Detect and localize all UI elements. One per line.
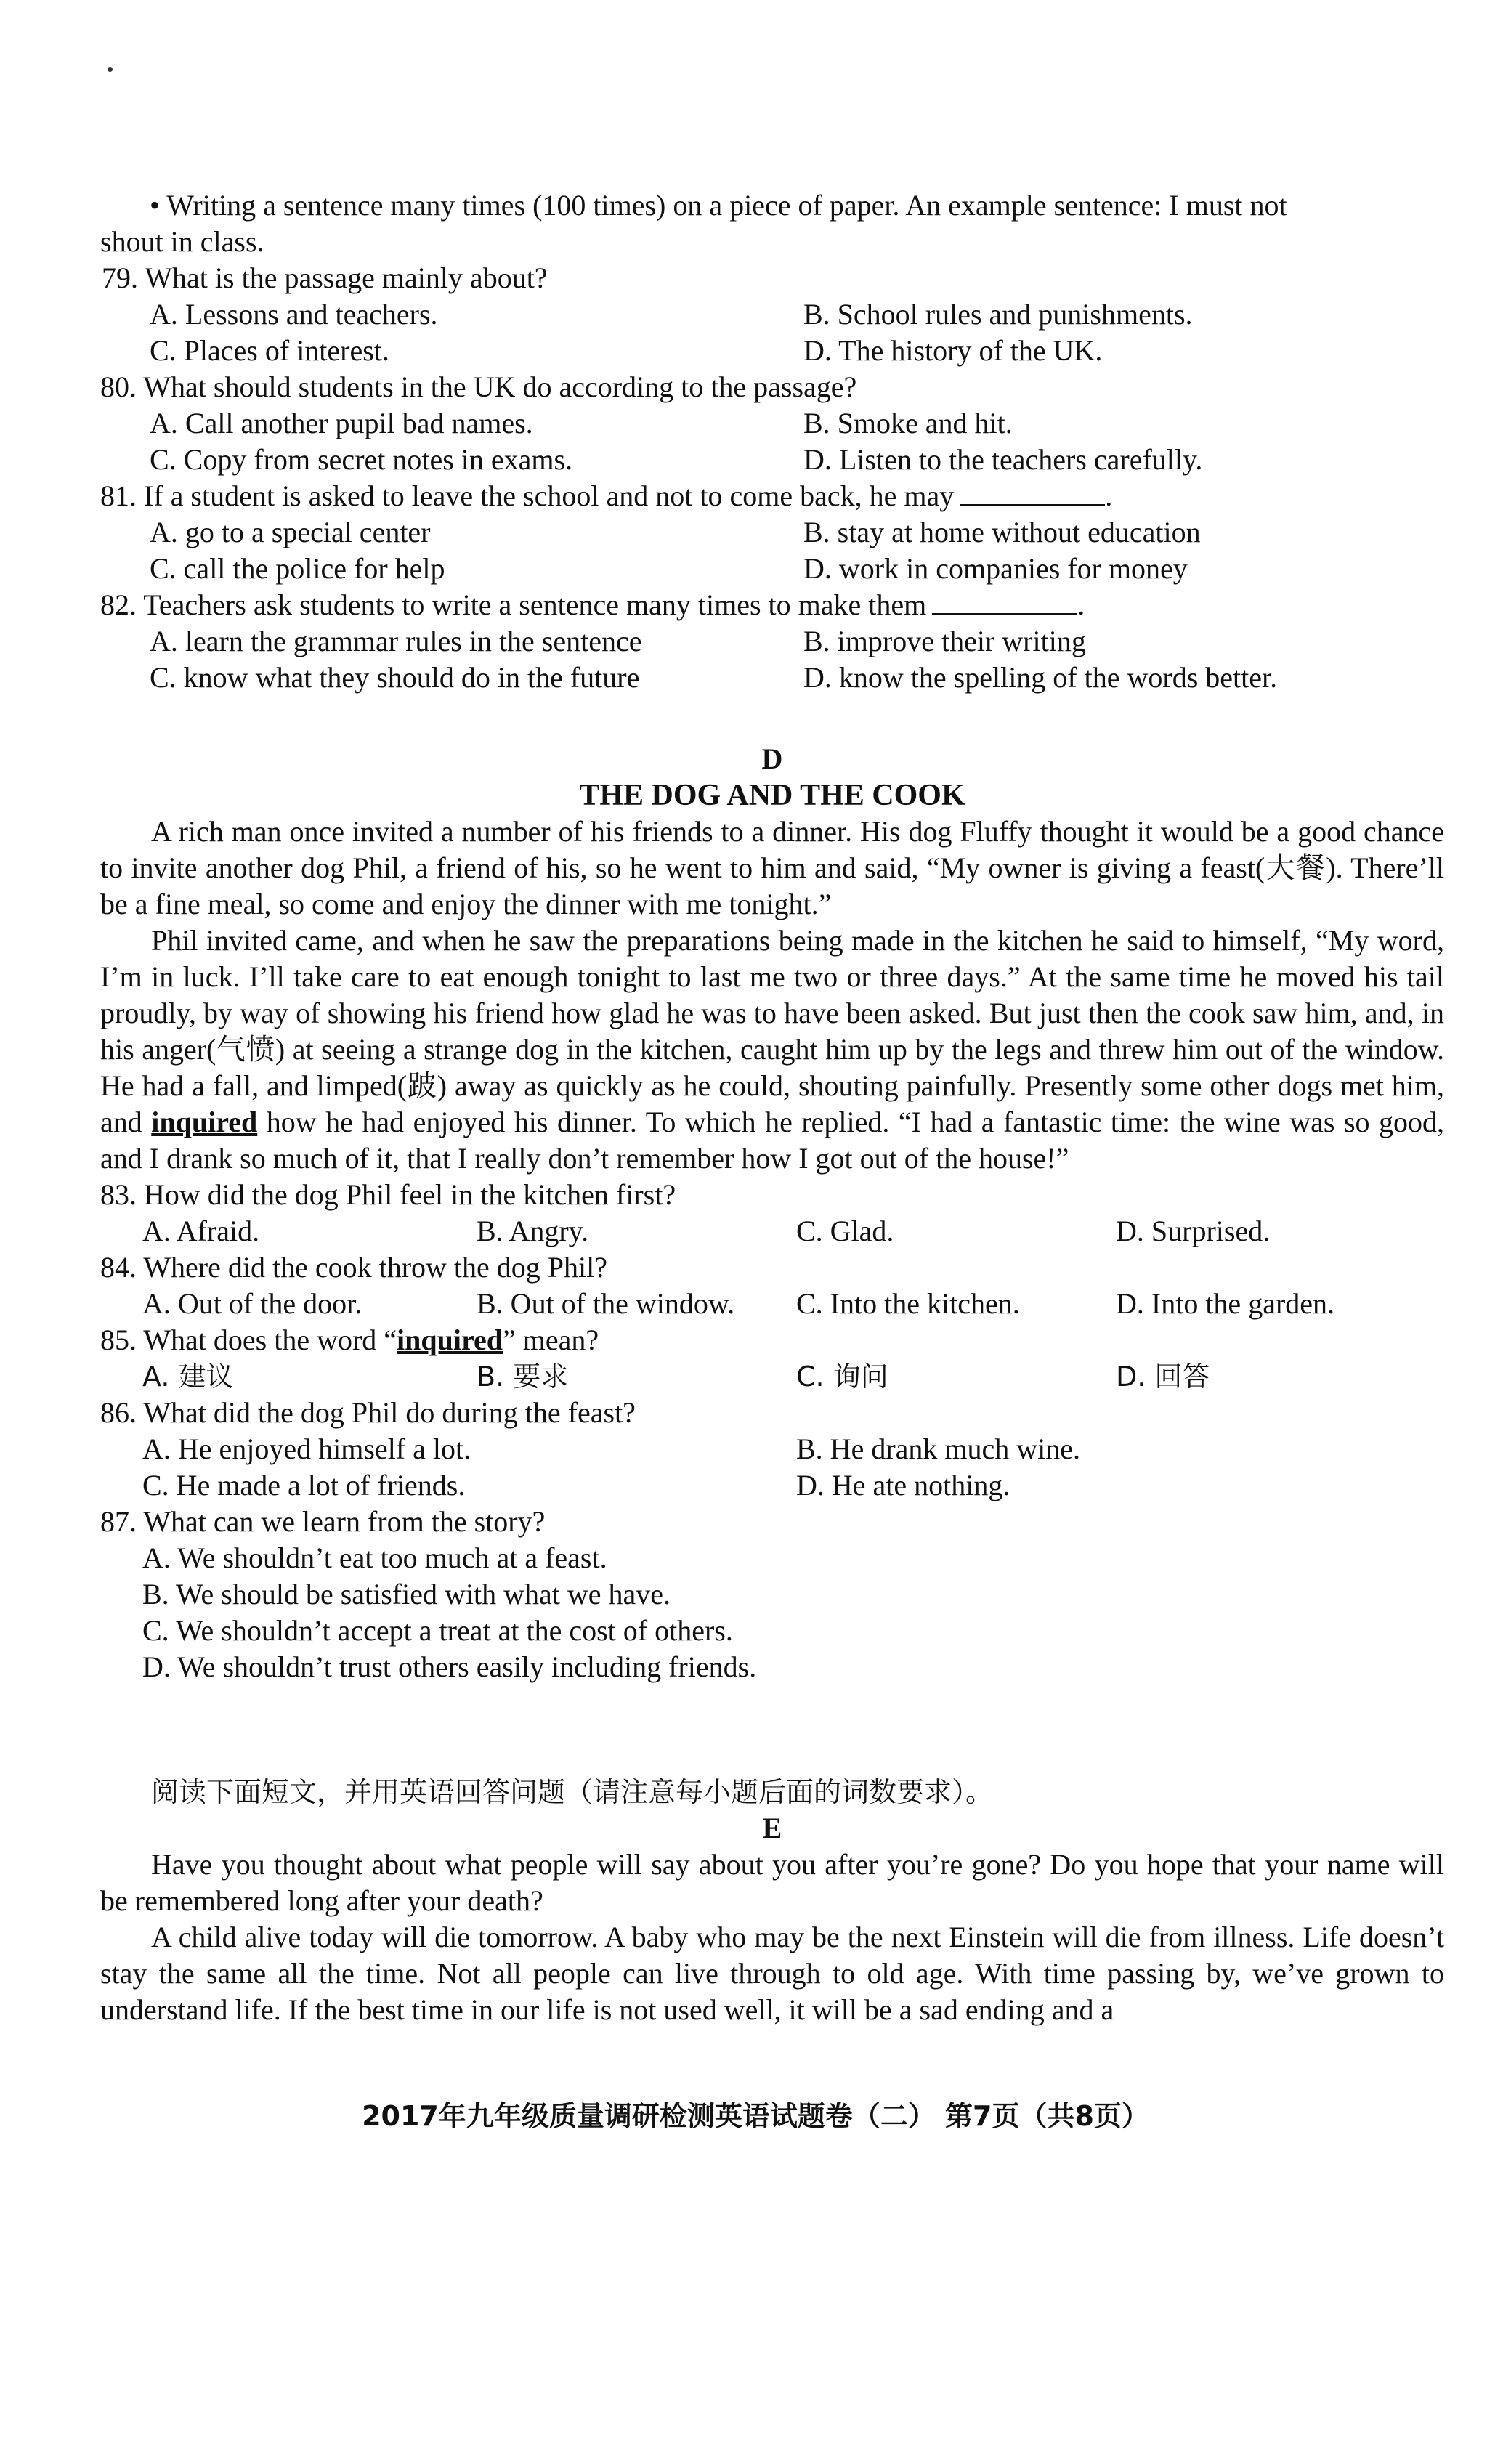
option-a: A. Afraid.	[142, 1215, 260, 1247]
option-d: D. Listen to the teachers carefully.	[803, 443, 1203, 476]
option-a: A. Out of the door.	[142, 1287, 362, 1320]
option-c: C. Into the kitchen.	[796, 1287, 1020, 1320]
bullet-text-line-1: • Writing a sentence many times (100 times) on a piece of paper. An example sentence: I must not	[150, 189, 1287, 222]
option-d: D. He ate nothing.	[796, 1469, 1010, 1502]
underlined-word: inquired	[151, 1106, 258, 1138]
scan-speck	[108, 67, 113, 72]
option-a: A. learn the grammar rules in the sentence	[150, 625, 642, 657]
option-b: B. Out of the window.	[477, 1287, 735, 1320]
question-stem: 84. Where did the cook throw the dog Phil?	[100, 1251, 608, 1284]
section-e	[100, 1774, 1444, 2028]
stem-text: ” mean?	[503, 1324, 599, 1356]
option-b: B. He drank much wine.	[796, 1432, 1081, 1465]
passage-paragraph-2	[100, 923, 1444, 1177]
answer-blank	[960, 478, 1105, 506]
question-81: 81. If a student is asked to leave the school and not to come back, he may . A. go to a special center B. stay at home without education C. call the police for help D. work in companies for money	[100, 478, 1444, 587]
option-b: B. We should be satisfied with what we have.	[142, 1578, 671, 1610]
stem-text: 85. What does the word “	[100, 1324, 397, 1356]
question-80	[100, 369, 1444, 478]
option-a: A. He enjoyed himself a lot.	[142, 1432, 471, 1465]
underlined-word: inquired	[397, 1324, 503, 1356]
passage-paragraph-2: A child alive today will die tomorrow. A baby who may be the next Einstein will die from illness. Life doesn’t stay the same all the time. Not all people can live through to old age. With time passing by, we’ve grown to understand life. If the best time in our life is not used well, it will be a sad ending and a	[100, 1921, 1444, 2026]
question-79	[100, 260, 1444, 369]
question-stem: 86. What did the dog Phil do during the feast?	[100, 1396, 636, 1429]
question-82: 82. Teachers ask students to write a sentence many times to make them . A. learn the grammar rules in the sentence B. improve their writing C. know what they should do in the future D. know the spelling of the words better.	[100, 587, 1444, 696]
option-a: A. go to a special center	[150, 516, 431, 548]
question-85	[100, 1322, 1444, 1395]
option-a: A. 建议	[142, 1361, 234, 1393]
question-stem: 81. If a student is asked to leave the school and not to come back, he may	[100, 479, 955, 512]
question-stem: 82. Teachers ask students to write a sentence many times to make them	[100, 588, 927, 621]
page-footer: 2017年九年级质量调研检测英语试题卷（二） 第7页（共8页）	[362, 2100, 1149, 2132]
option-a: A. Lessons and teachers.	[150, 298, 438, 331]
question-87	[100, 1504, 1444, 1685]
instruction-text: 阅读下面短文，并用英语回答问题（请注意每小题后面的词数要求）。	[151, 1776, 994, 1808]
option-c: C. know what they should do in the future	[150, 661, 640, 694]
question-stem: 80. What should students in the UK do according to the passage?	[100, 370, 857, 403]
section-d	[100, 741, 1444, 1685]
passage-paragraph-1: Have you thought about what people will say about you after you’re gone? Do you hope that your name will be remembered long after your death?	[100, 1848, 1444, 1917]
option-d: D. Into the garden.	[1116, 1287, 1335, 1320]
question-stem: 87. What can we learn from the story?	[100, 1505, 546, 1538]
paragraph-text: Phil invited came, and when he saw the preparations being made in the kitchen he said to himself, “My word, I’m in luck. I’ll take care to eat enough tonight to last me two or three days.” At the same time he moved his tail proudly, by way of showing his friend how glad he was to have been asked. But just then the cook saw him, and, in his anger(气愤) at seeing a strange dog in the kitchen, caught him up by the legs and threw him out of the window. He had a fall, and limped(跛) away as quickly as he could, shouting painfully. Presently some other dogs met him, and	[100, 924, 1444, 1138]
answer-blank	[932, 587, 1077, 615]
question-84	[100, 1249, 1444, 1322]
option-b: B. School rules and punishments.	[803, 298, 1193, 331]
option-c: C. Copy from secret notes in exams.	[150, 443, 573, 476]
option-c: C. Glad.	[796, 1215, 894, 1247]
option-d: D. The history of the UK.	[803, 334, 1103, 367]
option-c: C. call the police for help	[150, 552, 445, 585]
option-d: D. know the spelling of the words better.	[803, 661, 1278, 694]
option-a: A. We shouldn’t eat too much at a feast.	[142, 1541, 607, 1574]
option-c: C. He made a lot of friends.	[142, 1469, 466, 1502]
section-c-questions	[100, 187, 1444, 696]
question-83	[100, 1177, 1444, 1249]
question-stem: 83. How did the dog Phil feel in the kitchen first?	[100, 1178, 676, 1211]
option-b: B. Angry.	[477, 1215, 589, 1247]
passage-paragraph-1: A rich man once invited a number of his friends to a dinner. His dog Fluffy thought it would be a good chance to invite another dog Phil, a friend of his, so he went to him and said, “My owner is giving a feast(大餐). There’ll be a fine meal, so come and enjoy the dinner with me tonight.”	[100, 815, 1444, 920]
option-b: B. stay at home without education	[803, 516, 1201, 548]
option-c: C. We shouldn’t accept a treat at the cost of others.	[142, 1614, 733, 1647]
option-b: B. Smoke and hit.	[803, 407, 1013, 439]
option-a: A. Call another pupil bad names.	[150, 407, 533, 439]
paragraph-text: how he had enjoyed his dinner. To which he replied. “I had a fantastic time: the wine was so good, and I drank so much of it, that I really don’t remember how I got out of the house!”	[100, 1106, 1445, 1175]
option-d: D. 回答	[1116, 1361, 1210, 1393]
option-d: D. work in companies for money	[803, 552, 1188, 585]
section-letter-d: D	[761, 742, 783, 775]
passage-title: THE DOG AND THE COOK	[579, 779, 965, 812]
section-letter-e: E	[762, 1812, 782, 1844]
question-stem	[100, 1322, 1444, 1358]
option-b: B. improve their writing	[803, 625, 1086, 657]
option-d: D. Surprised.	[1116, 1215, 1271, 1247]
question-86	[100, 1395, 1444, 1504]
question-stem: 79. What is the passage mainly about?	[102, 262, 548, 294]
option-c: C. Places of interest.	[150, 334, 389, 367]
option-b: B. 要求	[477, 1361, 569, 1393]
option-c: C. 询问	[796, 1361, 888, 1393]
option-d: D. We shouldn’t trust others easily including friends.	[142, 1650, 757, 1683]
bullet-text-line-2: shout in class.	[100, 225, 264, 258]
